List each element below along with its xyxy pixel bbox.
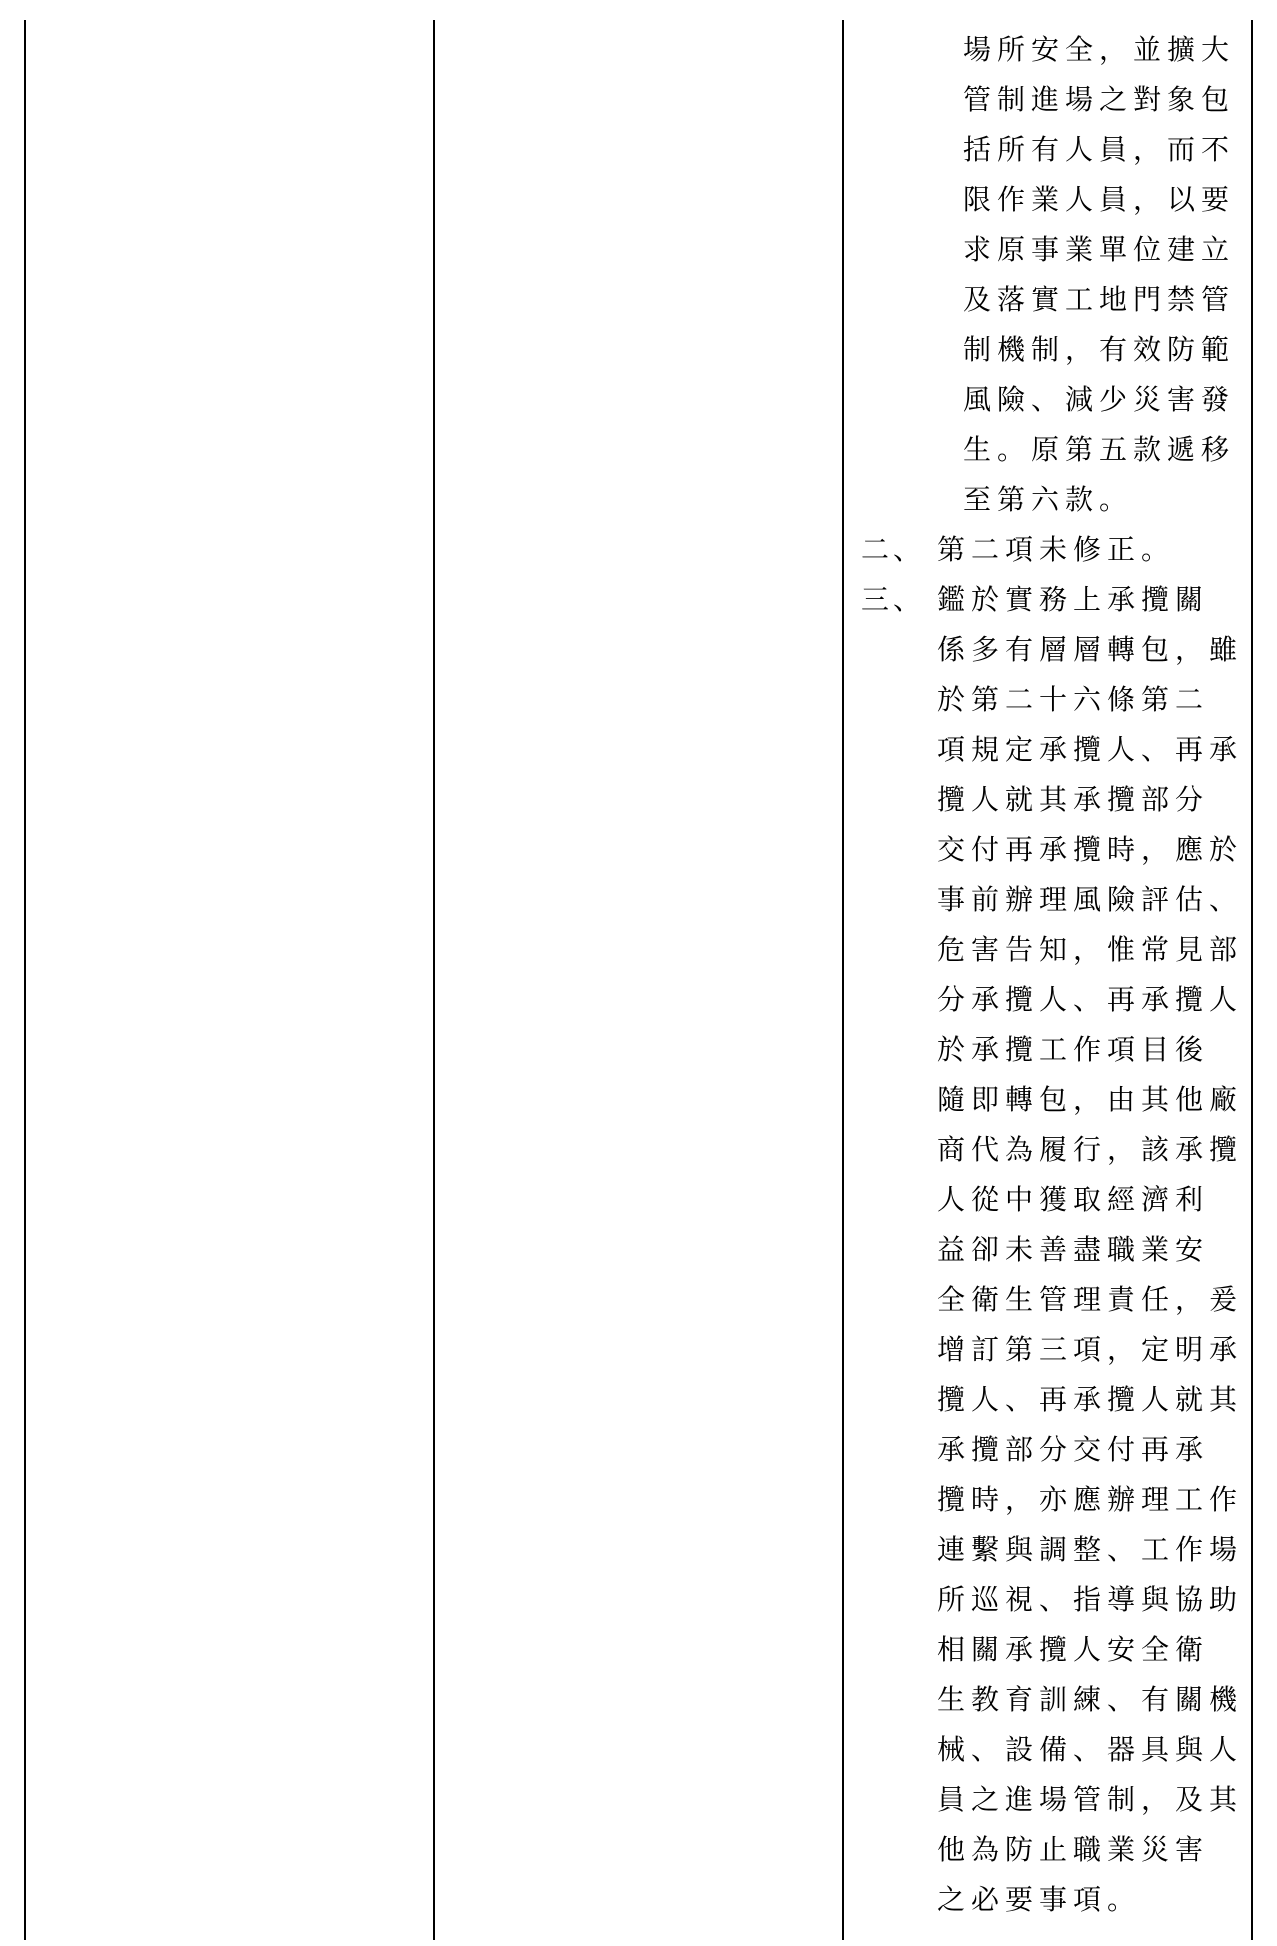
column-divider-2 <box>842 20 844 1940</box>
item-3-line: 事前辦理風險評估、 <box>937 883 1244 916</box>
item-2-line: 第二項未修正。 <box>937 533 1176 566</box>
continuation-line: 限作業人員，以要 <box>963 183 1236 216</box>
item-3-line: 危害告知，惟常見部 <box>937 933 1244 966</box>
continuation-line: 及落實工地門禁管 <box>963 283 1236 316</box>
item-3-line: 分承攬人、再承攬人 <box>937 983 1244 1016</box>
item-3-line: 所巡視、指導與協助 <box>937 1583 1244 1616</box>
item-3-line: 生教育訓練、有關機 <box>937 1683 1244 1716</box>
continuation-line: 括所有人員，而不 <box>963 133 1236 166</box>
item-3-line: 攬人、再承攬人就其 <box>937 1383 1244 1416</box>
table-column-2 <box>440 20 838 1940</box>
table-border-left <box>24 20 26 1940</box>
item-3-line: 鑑於實務上承攬關 <box>937 583 1210 616</box>
item-3-line: 隨即轉包，由其他廠 <box>937 1083 1244 1116</box>
item-3-line: 交付再承攬時，應於 <box>937 833 1244 866</box>
table-column-3 <box>845 20 1253 1940</box>
item-3-line: 人從中獲取經濟利 <box>937 1183 1210 1216</box>
item-3-line: 攬人就其承攬部分 <box>937 783 1210 816</box>
item-3-line: 益卻未善盡職業安 <box>937 1233 1210 1266</box>
item-3-line: 相關承攬人安全衛 <box>937 1633 1210 1666</box>
item-3-line: 攬時，亦應辦理工作 <box>937 1483 1244 1516</box>
item-3-line: 之必要事項。 <box>937 1883 1142 1916</box>
continuation-line: 求原事業單位建立 <box>963 233 1236 266</box>
item-3-line: 他為防止職業災害 <box>937 1833 1210 1866</box>
continuation-line: 制機制，有效防範 <box>963 333 1236 366</box>
continuation-line: 場所安全，並擴大 <box>963 33 1236 66</box>
item-3-line: 全衛生管理責任，爰 <box>937 1283 1244 1316</box>
item-3-line: 增訂第三項，定明承 <box>937 1333 1244 1366</box>
item-3-line: 連繫與調整、工作場 <box>937 1533 1244 1566</box>
continuation-line: 風險、減少災害發 <box>963 383 1236 416</box>
item-3-line: 員之進場管制，及其 <box>937 1783 1244 1816</box>
column-divider-1 <box>433 20 435 1940</box>
item-3-line: 於第二十六條第二 <box>937 683 1210 716</box>
continuation-line: 生。原第五款遞移 <box>963 433 1236 466</box>
item-3-marker: 三、 <box>861 583 926 616</box>
item-3-line: 項規定承攬人、再承 <box>937 733 1244 766</box>
item-3-line: 械、設備、器具與人 <box>937 1733 1244 1766</box>
item-3-line: 承攬部分交付再承 <box>937 1433 1210 1466</box>
item-3-line: 於承攬工作項目後 <box>937 1033 1210 1066</box>
item-3-line: 係多有層層轉包，雖 <box>937 633 1244 666</box>
item-3-line: 商代為履行，該承攬 <box>937 1133 1244 1166</box>
item-2-marker: 二、 <box>861 533 926 566</box>
continuation-line: 管制進場之對象包 <box>963 83 1236 116</box>
table-column-1 <box>30 20 428 1940</box>
continuation-line: 至第六款。 <box>963 483 1134 516</box>
